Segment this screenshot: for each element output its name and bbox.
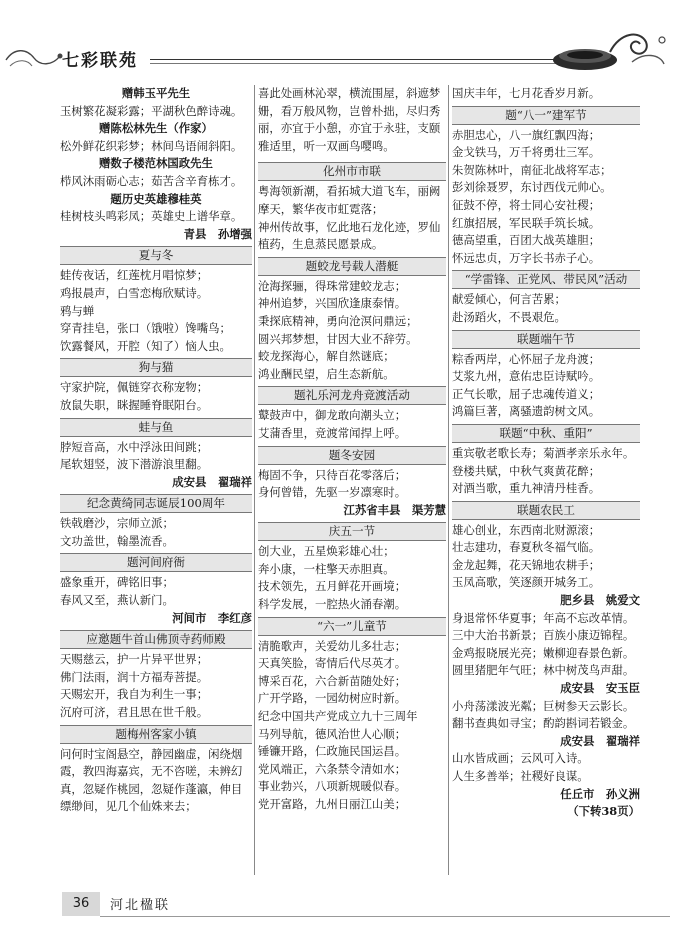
couplet-line: 文功盖世，翰墨流香。	[60, 533, 174, 548]
couplet-line: 献爱倾心，何言苦累；	[452, 292, 566, 307]
couplet-line: 壮志建功，春夏秋冬福气临。	[452, 540, 601, 555]
couplet-line: 佛门法雨，润十方福寿菩提。	[60, 669, 209, 684]
couplet-title: 赠韩玉平先生	[121, 86, 191, 100]
section-heading: 联题“中秋、重阳”	[452, 424, 640, 443]
couplet-line: 锤镰开路，仁政施民国运昌。	[258, 744, 407, 759]
couplet-line: 梅固不争，只待百花零落后；	[258, 467, 407, 482]
couplet-line: 天赐慈云，护一片异平世界；	[60, 652, 209, 667]
couplet-line: 尾软翅竖，波下潜游浪里翻。	[60, 457, 209, 472]
couplet-line: 饮露餐风，开腔（知了）恼人虫。	[60, 338, 231, 353]
section-heading: 题礼乐河龙舟竞渡活动	[258, 386, 446, 405]
section-heading: 联题端午节	[452, 330, 640, 349]
couplet-line: 金鸡报晓展光亮；嫩柳迎春景色新。	[452, 645, 635, 660]
couplet-line: 小舟荡漾波光粼；巨树参天云影长。	[452, 698, 635, 713]
couplet-line: 科学发展，一腔热火涌春潮。	[258, 597, 407, 612]
couplet-line: 真，忽疑作桃园，忽疑作蓬瀛，伸目	[60, 781, 243, 796]
couplet-line: 党开富路，九州日丽江山美；	[258, 797, 407, 811]
couplet-line: 雄心创业，东西南北财源滚；	[452, 522, 601, 537]
couplet-line: 鼙鼓声中，御龙敢向潮头立；	[258, 408, 407, 423]
couplet-line: 朱贺陈林叶，南征北战将军志；	[452, 162, 612, 177]
couplet-line: 松外鲜花织彩梦；林间鸟语闹斜阳。	[60, 138, 243, 153]
couplet-line: 德高望重，百团大战英雄胆；	[452, 233, 601, 248]
column-right	[452, 85, 640, 875]
section-heading: 题“八一”建军节	[452, 106, 640, 125]
couplet-title: 题历史英雄穆桂英	[110, 191, 202, 206]
couplet-line: 栉风沐雨砺心志；茹苦含辛育栋才。	[60, 173, 243, 188]
section-heading: “六一”儿童节	[258, 617, 446, 636]
couplet-line: 三中大治书新景；百族小康迈锦程。	[452, 628, 635, 643]
couplet-line: 脖短音高，水中浮泳田间跳；	[60, 439, 209, 454]
column-left	[60, 85, 252, 875]
column-middle	[258, 85, 446, 875]
couplet-line: 怀远忠贞，万字长书赤子心。	[452, 250, 601, 265]
couplet-line: 桂树枝头鸣彩凤；英雄史上谱华章。	[60, 209, 243, 224]
couplet-line: 丽，亦宜于小憩，亦宜于永驻，支颐	[258, 121, 441, 136]
couplet-line: 天赐宏开，我自为利生一事；	[60, 687, 209, 702]
section-heading: “学雷锋、正党风、带民风”活动	[452, 270, 640, 289]
couplet-line: 神州追梦，兴国欣逢康泰情。	[258, 296, 407, 311]
footer-rule	[100, 916, 670, 917]
author-credit: 成安县 翟瑞祥	[172, 474, 252, 489]
magazine-name: 河北楹联	[110, 898, 171, 913]
couplet-line: 创大业，五星焕彩雄心壮；	[258, 544, 395, 559]
couplet-line: 彭刘徐聂罗，东讨西伐元帅心。	[452, 180, 612, 195]
couplet-line: 玉凤高歌，笑逐颜开城务工。	[452, 575, 601, 590]
couplet-line: 鸦与蝉	[60, 303, 95, 318]
couplet-line: 博采百花，六合新苗随处好；	[258, 673, 407, 688]
header-rule-thin	[150, 63, 560, 64]
author-credit: 青县 孙增强	[183, 226, 252, 241]
couplet-line: 身何曾错，先驱一岁凛寒时。	[258, 485, 407, 500]
couplet-line: 鸿业酬民望，启生态新航。	[258, 366, 395, 381]
couplet-line: 重宾敬老歌长寿；菊酒孝亲乐永年。	[452, 445, 635, 460]
couplet-line: 圆兴邦梦想，甘因大业不辞劳。	[258, 331, 418, 346]
couplet-line: 艾浆九州，意佑忠臣诗赋吟。	[452, 369, 601, 384]
couplet-line: 山水皆成画；云风可入诗。	[452, 751, 589, 766]
section-heading: 蛙与鱼	[60, 418, 252, 437]
couplet-line: 粽香两岸，心怀屈子龙舟渡；	[452, 351, 601, 366]
couplet-line: 翻书查典如寻宝；酌韵斟词若锻金。	[452, 716, 635, 731]
header-rule	[150, 59, 560, 60]
section-heading: 庆五一节	[258, 522, 446, 541]
section-heading: 题冬安园	[258, 446, 446, 465]
ink-stone-decoration-icon	[540, 22, 670, 82]
couplet-line: 马列导航，德风治世人心顺；	[258, 726, 407, 741]
section-title: 七彩联苑	[62, 51, 138, 71]
column-divider	[448, 85, 449, 875]
section-heading: 应邀题牛首山佛顶寺药师殿	[60, 630, 252, 649]
spacer	[258, 155, 446, 159]
couplet-line: 金戈铁马，万千将勇壮三军。	[452, 145, 601, 160]
couplet-line: 神州传故事，忆此地石龙化迹，罗仙	[258, 219, 441, 234]
section-heading: 题蛟龙号载人潜艇	[258, 257, 446, 276]
couplet-line: 穿青挂皂，张口（饿啦）馋嘴鸟；	[60, 321, 231, 336]
section-heading: 题河间府衙	[60, 553, 252, 572]
page-footer	[0, 880, 690, 937]
section-heading: 夏与冬	[60, 246, 252, 265]
couplet-line: 摩天，繁华夜市虹霓落；	[258, 201, 384, 216]
page-number: 36	[62, 892, 100, 916]
couplet-line: 霞，教四海嘉宾，无不咨嗟，未辨幻	[60, 764, 243, 779]
couplet-line: 纪念中国共产党成立九十三周年	[258, 709, 418, 724]
author-credit: 成安县 安玉臣	[560, 681, 640, 696]
couplet-line: 事业勃兴，八项新规暖似春。	[258, 779, 407, 794]
section-heading: 联题农民工	[452, 501, 640, 520]
author-credit: 河间市 李红彦	[172, 610, 252, 625]
couplet-line: 沧海探骊，得珠常建蛟龙志；	[258, 278, 407, 293]
couplet-line: 春风又至，燕认新门。	[60, 593, 174, 608]
couplet-line: 植药，生息蒸民愿景成。	[258, 237, 384, 252]
couplet-line: 红旗招展，军民联手筑长城。	[452, 215, 601, 230]
couplet-title: 赠陈松林先生（作家）	[99, 121, 213, 136]
section-heading: 纪念黄绮同志诞辰100周年	[60, 494, 252, 513]
couplet-line: 蛙传夜话，红莲枕月唱惊梦；	[60, 268, 209, 283]
couplet-line: 艾蒲香里，竞渡常闻捍上呼。	[258, 425, 407, 440]
couplet-line: 姗，看万般风物，岂曾朴拙，尽归秀	[258, 103, 441, 118]
couplet-line: 圆里猪肥年气旺；林中树茂鸟声甜。	[452, 663, 635, 678]
couplet-line: 盛象重开，碑铭旧事；	[60, 575, 174, 590]
couplet-line: 鸿篇巨著，离骚遗韵树文风。	[452, 404, 601, 419]
couplet-line: 清脆歌声，关爱幼儿多壮志；	[258, 638, 407, 653]
couplet-line: 粤海领新潮，看拓城大道飞车，丽阙	[258, 184, 441, 199]
couplet-line: 人生多善举；社稷好良谋。	[452, 769, 589, 783]
couplet-line: 奔小康，一柱擎天赤胆真。	[258, 561, 395, 576]
couplet-line: 广开学路，一园幼树应时新。	[258, 691, 407, 706]
couplet-line: 沉府可济，君且思在世千般。	[60, 705, 209, 720]
author-credit: 江苏省丰县 渠芳慧	[343, 502, 446, 517]
column-divider	[254, 85, 255, 875]
couplet-line: 党风端正，六条禁令清如水；	[258, 761, 407, 776]
couplet-line: 金龙起舞，花天锦地农耕手；	[452, 557, 601, 572]
couplet-line: 守家护院，佩链穿衣称宠物；	[60, 380, 209, 395]
author-credit: 肥乡县 姚爱文	[560, 593, 640, 608]
couplet-line: 鸡报晨声，白雪恋梅欣赋诗。	[60, 285, 209, 300]
couplet-line: 对酒当歌，重九神清丹桂香。	[452, 481, 601, 496]
couplet-line: 铁戟磨沙，宗师立派；	[60, 516, 174, 531]
couplet-line: 技术领先，五月鲜花开画境；	[258, 579, 407, 594]
couplet-line: 玉树繁花凝彩露；平湖秋色醉诗魂。	[60, 103, 243, 118]
couplet-line: 问何时宝阁悬空，静园幽虚，闲绕烟	[60, 746, 243, 761]
couplet-line: 赴汤蹈火，不畏艰危。	[452, 309, 566, 324]
couplet-line: 征鼓不停，将士同心安社稷；	[452, 197, 601, 212]
couplet-line: 蛟龙探海心，解自然谜底；	[258, 349, 395, 364]
author-credit: （下转38页）	[567, 804, 640, 819]
couplet-line: 国庆丰年，七月花香岁月新。	[452, 86, 601, 100]
couplet-line: 身退常怀华夏事；年高不忘改革情。	[452, 610, 635, 625]
couplet-line: 放鼠失职，眯握睡脊眠阳台。	[60, 397, 209, 412]
author-credit: 成安县 翟瑞祥	[560, 733, 640, 748]
couplet-line: 赤胆忠心，八一旗红飘四海；	[452, 127, 601, 142]
section-heading: 狗与猫	[60, 358, 252, 377]
couplet-line: 正气长歌，屈子忠魂传道义；	[452, 386, 601, 401]
couplet-line: 喜此处画林沁翠，横流围屋，斜遮梦	[258, 86, 441, 100]
couplet-line: 登楼共赋，中秋气爽黄花醉；	[452, 463, 601, 478]
page-header	[0, 0, 690, 80]
couplet-line: 缥缈间，见几个仙姝来去；	[60, 799, 197, 814]
couplet-title: 赠数子楼范林国政先生	[99, 156, 213, 171]
couplet-line: 雅适里，听一双画鸟嘤鸣。	[258, 138, 395, 153]
section-heading: 题梅州客家小镇	[60, 725, 252, 744]
author-credit: 任丘市 孙义洲	[560, 786, 640, 801]
section-heading: 化州市市联	[258, 162, 446, 181]
couplet-line: 天真笑脸，寄情后代尽英才。	[258, 656, 407, 671]
couplet-line: 秉探底精神，勇向沧溟问鼎远；	[258, 313, 418, 328]
